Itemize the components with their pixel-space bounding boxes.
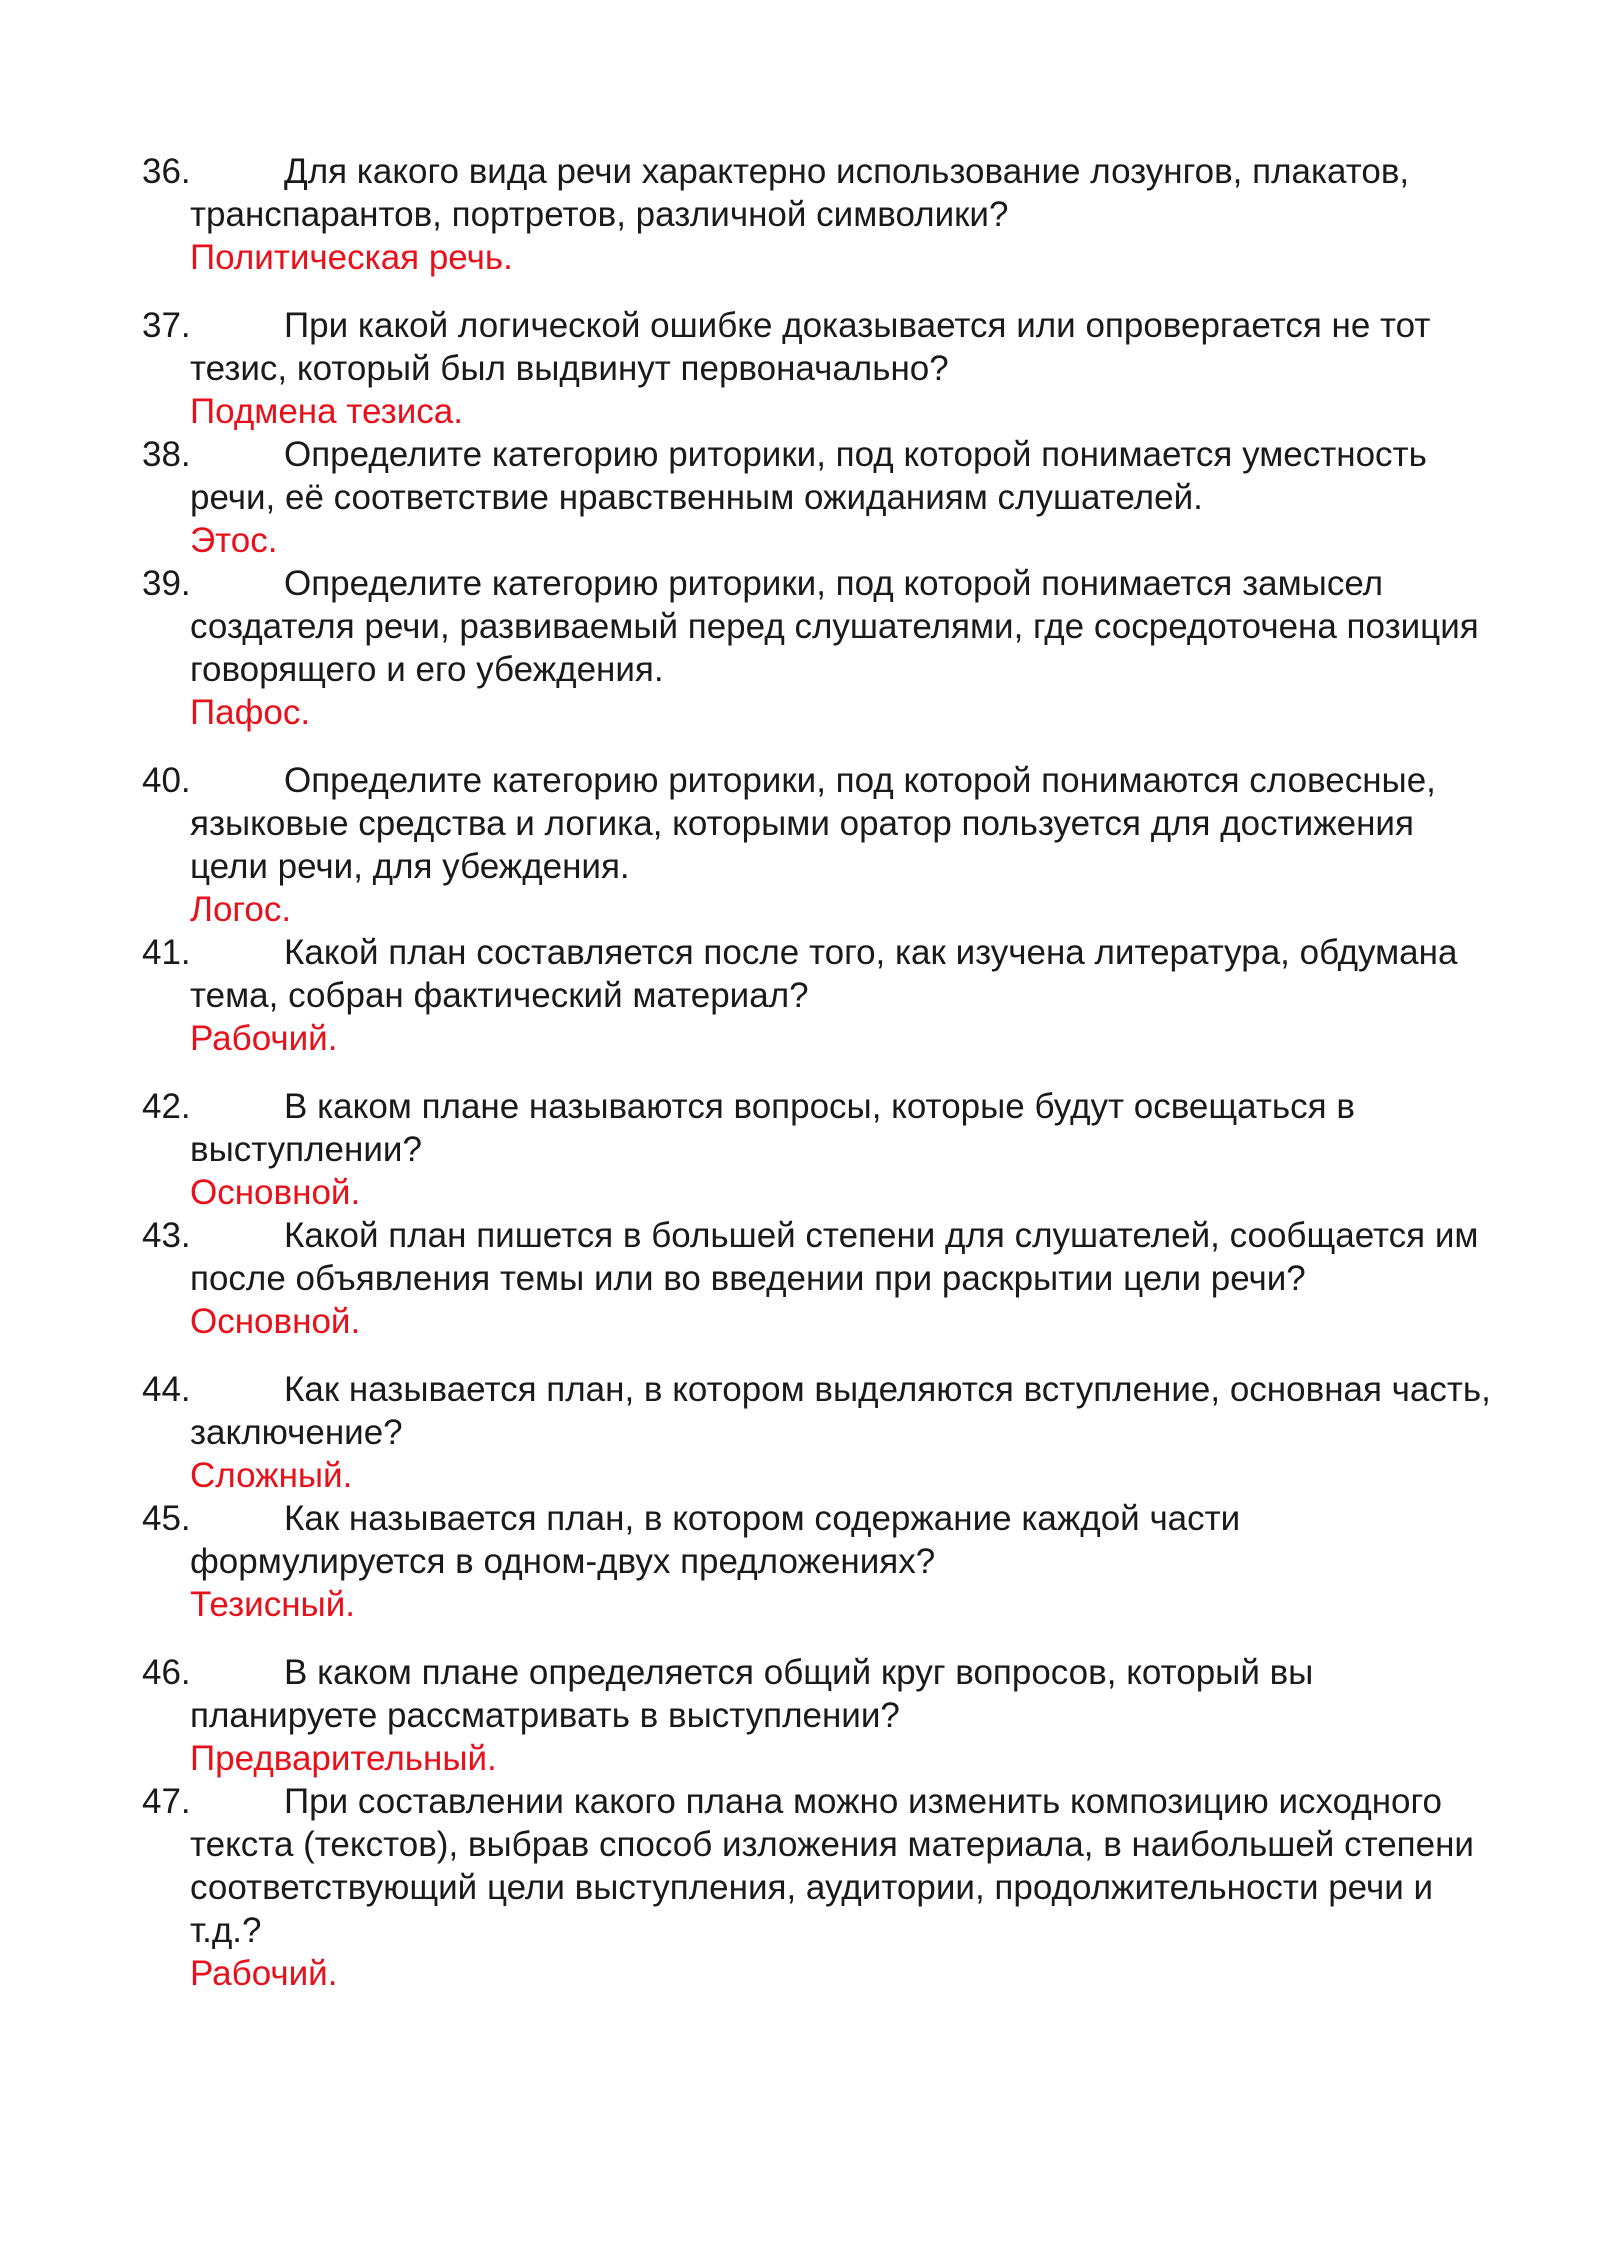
question-number: 36.	[142, 152, 191, 191]
answer-text: Сложный.	[190, 1456, 353, 1495]
answer-text: Логос.	[190, 890, 292, 929]
question-number: 47.	[142, 1782, 191, 1821]
qa-item-46	[142, 1651, 1500, 1780]
qa-item-37	[142, 304, 1500, 433]
question-text: Как называется план, в котором содержание каждой части формулируется в одном-двух предложениях?	[190, 1499, 1241, 1581]
qa-item-42	[142, 1085, 1500, 1214]
question-number: 43.	[142, 1216, 191, 1255]
qa-item-43	[142, 1214, 1500, 1343]
question-number: 44.	[142, 1370, 191, 1409]
qa-item-40	[142, 759, 1500, 931]
question-number: 40.	[142, 761, 191, 800]
question-text: Как называется план, в котором выделяются вступление, основная часть, заключение?	[190, 1370, 1491, 1452]
answer-text: Пафос.	[190, 693, 311, 732]
question-text: Определите категорию риторики, под которой понимается уместность речи, её соответствие нравственным ожиданиям слушателей.	[190, 435, 1427, 517]
question-number: 42.	[142, 1087, 191, 1126]
qa-item-38	[142, 433, 1500, 562]
question-text: При составлении какого плана можно изменить композицию исходного текста (текстов), выбрав способ изложения материала, в наибольшей степени соответствующий цели выступления, аудитории, продолжительности речи и т.д.?	[190, 1782, 1474, 1950]
answer-text: Основной.	[190, 1173, 361, 1212]
qa-item-36	[142, 150, 1500, 279]
question-number: 39.	[142, 564, 191, 603]
question-text: При какой логической ошибке доказывается или опровергается не тот тезис, который был выдвинут первоначально?	[190, 306, 1431, 388]
answer-text: Рабочий.	[190, 1954, 338, 1993]
qa-item-44	[142, 1368, 1500, 1497]
question-number: 45.	[142, 1499, 191, 1538]
question-number: 37.	[142, 306, 191, 345]
question-text: Какой план составляется после того, как изучена литература, обдумана тема, собран фактический материал?	[190, 933, 1458, 1015]
qa-item-39	[142, 562, 1500, 734]
question-text: В каком плане определяется общий круг вопросов, который вы планируете рассматривать в выступлении?	[190, 1653, 1314, 1735]
answer-text: Основной.	[190, 1302, 361, 1341]
answer-text: Политическая речь.	[190, 238, 513, 277]
answer-text: Тезисный.	[190, 1585, 355, 1624]
qa-item-45	[142, 1497, 1500, 1626]
question-text: Какой план пишется в большей степени для слушателей, сообщается им после объявления темы или во введении при раскрытии цели речи?	[190, 1216, 1479, 1298]
question-number: 46.	[142, 1653, 191, 1692]
question-text: Определите категорию риторики, под которой понимается замысел создателя речи, развиваемый перед слушателями, где сосредоточена позиция говорящего и его убеждения.	[190, 564, 1479, 689]
qa-item-47	[142, 1780, 1500, 1995]
answer-text: Рабочий.	[190, 1019, 338, 1058]
question-number: 41.	[142, 933, 191, 972]
answer-text: Подмена тезиса.	[190, 392, 463, 431]
question-text: Определите категорию риторики, под которой понимаются словесные, языковые средства и логика, которыми оратор пользуется для достижения цели речи, для убеждения.	[190, 761, 1436, 886]
answer-text: Предварительный.	[190, 1739, 497, 1778]
qa-item-41	[142, 931, 1500, 1060]
question-number: 38.	[142, 435, 191, 474]
answer-text: Этос.	[190, 521, 278, 560]
question-text: В каком плане называются вопросы, которые будут освещаться в выступлении?	[190, 1087, 1355, 1169]
question-text: Для какого вида речи характерно использование лозунгов, плакатов, транспарантов, портретов, различной символики?	[190, 152, 1410, 234]
